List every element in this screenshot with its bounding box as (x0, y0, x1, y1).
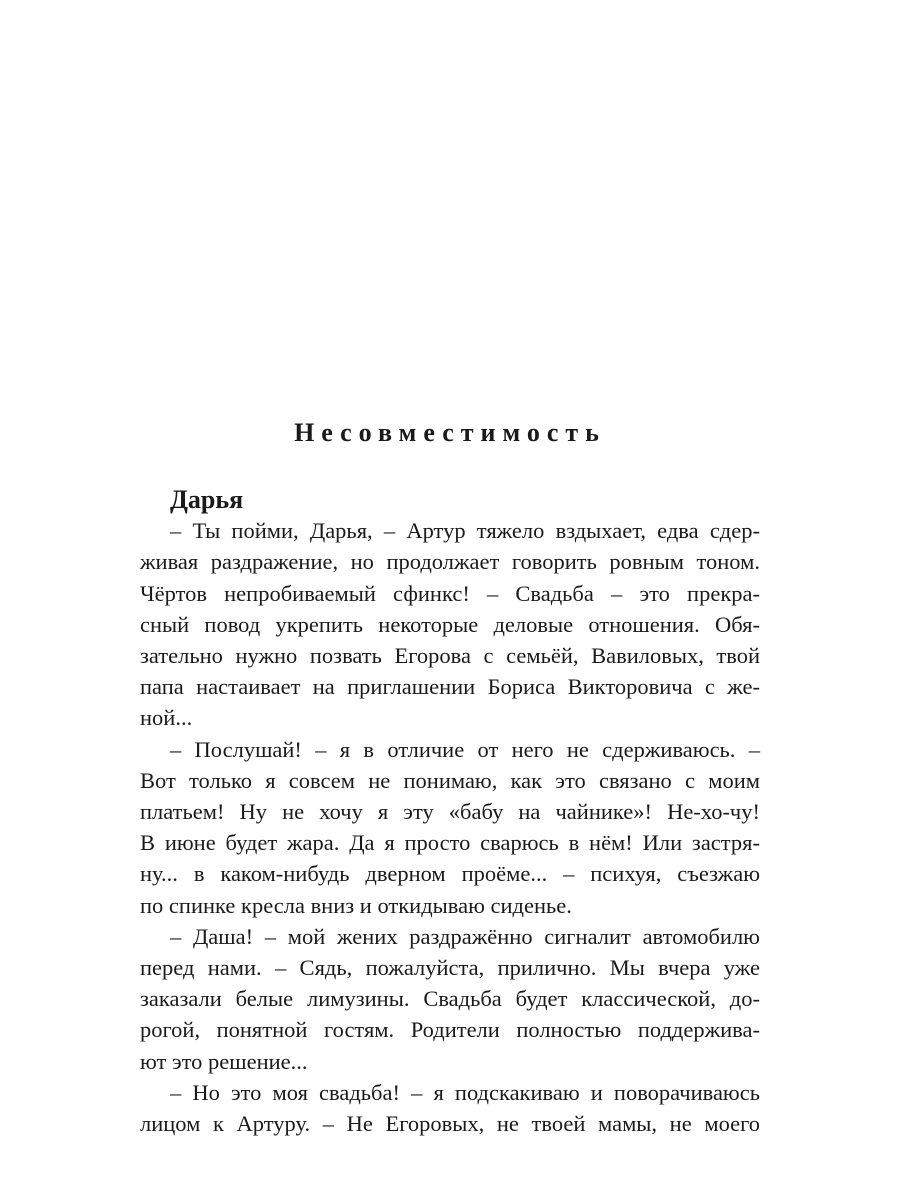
body-text (140, 484, 760, 1139)
text-line: Вот только я совсем не понимаю, как это связано с моим (140, 767, 760, 793)
text-line: лицом к Артуру. – Не Егоровых, не твоей мамы, не моего (140, 1111, 760, 1137)
text-line: сный повод укрепить некоторые деловые отношения. Обя- (140, 611, 760, 637)
text-line: – Но это моя свадьба! – я подскакиваю и поворачиваюсь (170, 1079, 760, 1105)
text-line: рогой, понятной гостям. Родители полностью поддержива- (140, 1017, 760, 1043)
text-line: папа настаивает на приглашении Бориса Викторовича с же- (140, 674, 760, 700)
text-line: – Послушай! – я в отличие от него не сдерживаюсь. – (170, 736, 760, 762)
text-line: – Ты пойми, Дарья, – Артур тяжело вздыхает, едва сдер- (170, 518, 760, 544)
section-heading: Дарья (170, 485, 244, 514)
text-line: ют это решение... (140, 1048, 308, 1074)
text-line: Чёртов непробиваемый сфинкс! – Свадьба – это прекра- (140, 580, 760, 606)
text-line: зательно нужно позвать Егорова с семьёй, Вавиловых, твой (140, 643, 760, 669)
text-line: перед нами. – Сядь, пожалуйста, прилично. Мы вчера уже (140, 955, 760, 981)
text-line: живая раздражение, но продолжает говорить ровным тоном. (140, 549, 760, 575)
text-line: платьем! Ну не хочу я эту «бабу на чайнике»! Не-хо-чу! (140, 799, 760, 825)
text-line: по спинке кресла вниз и откидываю сиденье. (140, 892, 572, 918)
chapter-title: Несовместимость (294, 418, 606, 447)
text-line: – Даша! – мой жених раздражённо сигналит автомобилю (170, 923, 760, 949)
text-line: ной... (140, 705, 193, 731)
text-line: заказали белые лимузины. Свадьба будет классической, до- (140, 986, 760, 1012)
text-line: ну... в каком-нибудь дверном проёме... – психуя, съезжаю (140, 861, 760, 887)
text-line: В июне будет жара. Да я просто сварюсь в нём! Или застря- (140, 830, 760, 856)
